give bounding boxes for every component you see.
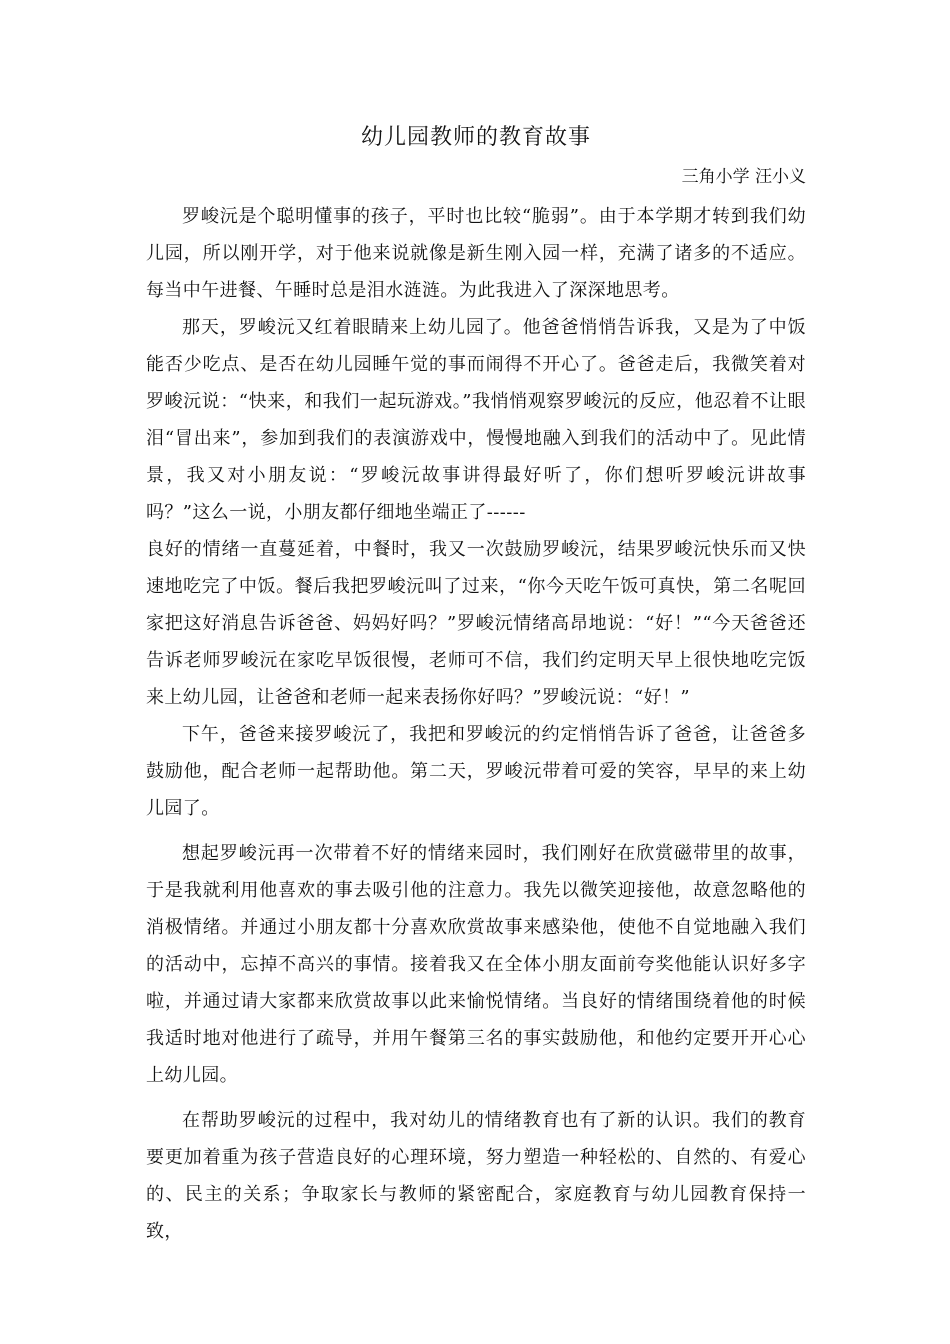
paragraph-5: 想起罗峻沅再一次带着不好的情绪来园时，我们刚好在欣赏磁带里的故事，于是我就利用他喜欢的事去吸引他的注意力。我先以微笑迎接他，故意忽略他的消极情绪。并通过小朋友都十分喜欢欣赏故事来感染他，使他不自觉地融入我们的活动中，忘掉不高兴的事情。接着我又在全体小朋友面前夸奖他能认识好多字啦，并通过请大家都来欣赏故事以此来愉悦情绪。当良好的情绪围绕着他的时候我适时地对他进行了疏导，并用午餐第三名的事实鼓励他，和他约定要开开心心上幼儿园。 bbox=[146, 843, 806, 1086]
paragraph-6: 在帮助罗峻沅的过程中，我对幼儿的情绪教育也有了新的认识。我们的教育要更加着重为孩子营造良好的心理环境，努力塑造一种轻松的、自然的、有爱心的、民主的关系；争取家长与教师的紧密配合，家庭教育与幼儿园教育保持一致， bbox=[146, 1110, 806, 1242]
document-author: 三角小学 汪小义 bbox=[681, 167, 806, 187]
paragraph-3: 良好的情绪一直蔓延着，中餐时，我又一次鼓励罗峻沅，结果罗峻沅快乐而又快速地吃完了中饭。餐后我把罗峻沅叫了过来，“你今天吃午饭可真快，第二名呢回家把这好消息告诉爸爸、妈妈好吗？”罗峻沅情绪高昂地说：“好！”“今天爸爸还告诉老师罗峻沅在家吃早饭很慢，老师可不信，我们约定明天早上很快地吃完饭来上幼儿园，让爸爸和老师一起来表扬你好吗？”罗峻沅说：“好！” bbox=[146, 539, 806, 708]
paragraph-4: 下午，爸爸来接罗峻沅了，我把和罗峻沅的约定悄悄告诉了爸爸，让爸爸多鼓励他，配合老师一起帮助他。第二天，罗峻沅带着可爱的笑容，早早的来上幼儿园了。 bbox=[146, 724, 806, 819]
paragraph-2: 那天，罗峻沅又红着眼睛来上幼儿园了。他爸爸悄悄告诉我，又是为了中饭能否少吃点、是否在幼儿园睡午觉的事而闹得不开心了。爸爸走后，我微笑着对罗峻沅说：“快来，和我们一起玩游戏。”我悄悄观察罗峻沅的反应，他忍着不让眼泪“冒出来”，参加到我们的表演游戏中，慢慢地融入到我们的活动中了。见此情景，我又对小朋友说：“罗峻沅故事讲得最好听了，你们想听罗峻沅讲故事吗？”这么一说，小朋友都仔细地坐端正了------ bbox=[146, 317, 806, 523]
document-title: 幼儿园教师的教育故事 bbox=[360, 125, 591, 150]
paragraph-1: 罗峻沅是个聪明懂事的孩子，平时也比较“脆弱”。由于本学期才转到我们幼儿园，所以刚开学，对于他来说就像是新生刚入园一样，充满了诸多的不适应。每当中午进餐、午睡时总是泪水涟涟。为此我进入了深深地思考。 bbox=[146, 206, 806, 301]
document-page bbox=[146, 118, 806, 1250]
